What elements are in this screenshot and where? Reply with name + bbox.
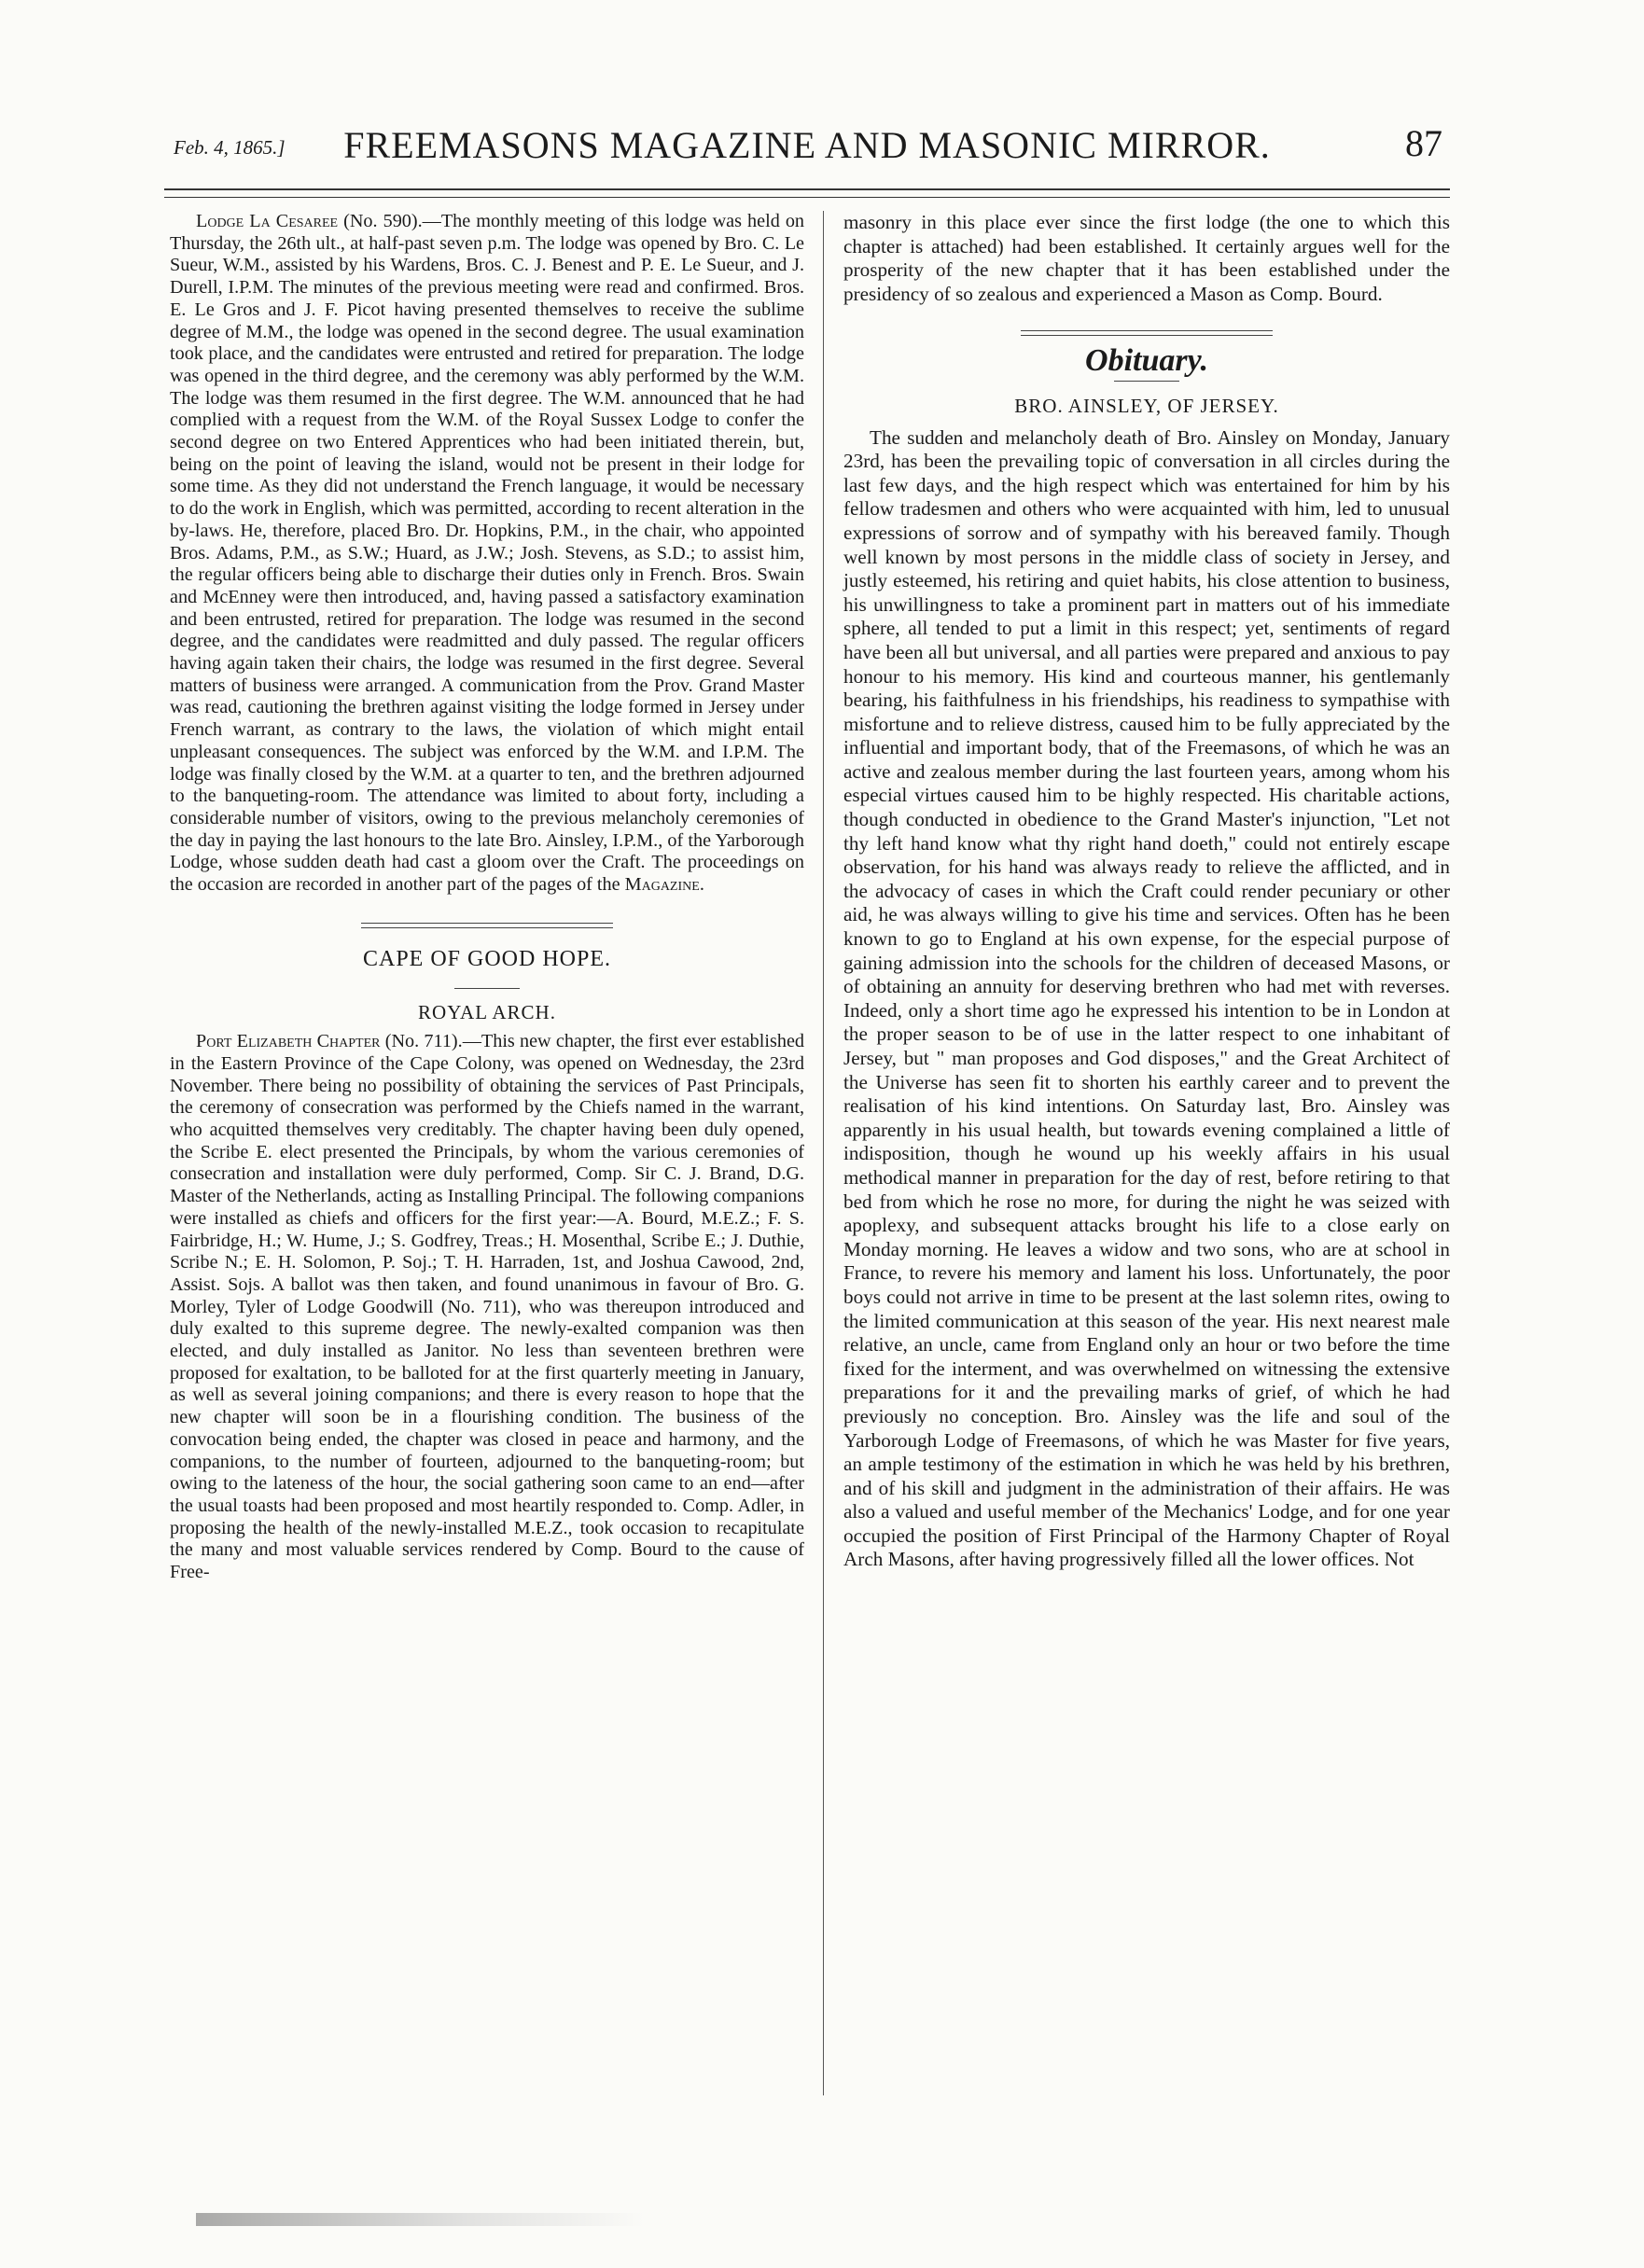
short-divider (454, 988, 520, 989)
section-divider (361, 923, 613, 928)
issue-date: Feb. 4, 1865.] (174, 136, 286, 159)
lodge-name: Lodge La Cesaree (196, 211, 339, 231)
magazine-word: Magazine. (624, 874, 704, 896)
right-column (843, 211, 1450, 1572)
page-header (164, 119, 1450, 175)
column-divider (823, 211, 824, 2095)
page-number: 87 (1405, 122, 1442, 164)
subheading-royal-arch: ROYAL ARCH. (418, 1000, 556, 1023)
chapter-name: Port Elizabeth Chapter (196, 1031, 381, 1052)
lodge-la-cesaree-report (170, 211, 804, 897)
obituary-heading: Obituary. (1085, 343, 1208, 379)
header-rule (164, 188, 1450, 198)
obituary-text: The sudden and melancholy death of Bro. Ainsley on Monday, January 23rd, has been the prevailing topic of conversation in all circles during the last few days, and the high respect which was entertained for him by his fellow tradesmen and others who were acquainted with him, led to unusual expressions of sorrow and of sympathy with his bereaved family. Though well known by most persons in the middle class of society in Jersey, and justly esteemed, his retiring and quiet habits, his close attention to business, his unwillingness to take a prominent part in matters out of his immediate sphere, all tended to put a limit in this respect; yet, sentiments of regard have been all but universal, and all parties were prepared and anxious to pay honour to his memory. His kind and courteous manner, his gentlemanly bearing, his faithfulness in his friendships, his readiness to sympathise with misfortune and to relieve distress, caused him to be fully appreciated by the influential and important body, that of the Freemasons, of which he was an active and zealous member during the last fourteen years, among whom his especial virtues caused him to be highly respected. His charitable actions, though conducted in obedience to the Grand Master's injunction, "Let not thy left hand know what thy right hand doeth," could not entirely escape observation, for his hand was always ready to relieve the afflicted, and in the advocacy of cases in which the Craft could render pecuniary or other aid, he was always willing to give his time and services. Often has he been known to go to England at his own expense, for the especial purpose of gaining admission into the schools for the children of deceased Masons, or of obtaining an annuity for deserving brethren who had met with reverses. Indeed, only a short time ago he expressed his intention to be in London at the proper season to be of use in the latter respect to one inhabitant of Jersey, but " man proposes and God disposes," and the Great Architect of the Universe has seen fit to shorten his earthly career and to prevent the realisation of his kind intentions. On Saturday last, Bro. Ainsley was apparently in his usual health, but towards evening complained a little of indisposition, though he wound up his weekly affairs in his usual methodical manner in preparation for the day of rest, before retiring to that bed from which he rose no more, for during the night he was seized with apoplexy, and subsequent attacks brought his life to a close early on Monday morning. He leaves a widow and two sons, who are at school in France, to revere his memory and lament his loss. Unfortunately, the poor boys could not arrive in time to be present at the last solemn rites, owing to the limited communication at this season of the year. His next nearest male relative, an uncle, came from England only an hour or two before the time fixed for the interment, and was overwhelmed on witnessing the extensive preparations for it and the prevailing marks of grief, of which he had previously no conception. Bro. Ainsley was the life and soul of the Yarborough Lodge of Freemasons, of which he was Master for five years, an ample testimony of the estimation in which he was held by his brethren, and of his skill and judgment in the administration of their affairs. He was also a valued and useful member of the Mechanics' Lodge, and for one year occupied the position of First Principal of the Harmony Chapter of Royal Arch Masons, after having progressively filled all the lower offices. Not (843, 425, 1450, 1571)
print-smudge (196, 2213, 644, 2226)
magazine-title: FREEMASONS MAGAZINE AND MASONIC MIRROR. (343, 124, 1271, 166)
port-elizabeth-report (170, 1031, 804, 1584)
lodge-report-text: (No. 590).—The monthly meeting of this lodge was held on Thursday, the 26th ult., at half-past seven p.m. The lodge was opened by Bro. C. Le Sueur, W.M., assisted by his Wardens, Bros. C. J. Benest and P. E. Le Sueur, and J. Durell, I.P.M. The minutes of the previous meeting were read and confirmed. Bros. E. Le Gros and J. F. Picot having presented themselves to receive the sublime degree of M.M., the lodge was opened in the second degree. The usual examination took place, and the candidates were entrusted and retired for preparation. The lodge was opened in the third degree, and the ceremony was ably performed by the W.M. The lodge was them resumed in the first degree. The W.M. announced that he had complied with a request from the W.M. of the Royal Sussex Lodge to confer the second degree on two Entered Apprentices who had been initiated therein, but, being on the point of leaving the island, would not be present in their lodge for some time. As they did not understand the French language, it would be necessary to do the work in English, which was permitted, according to recent alteration in the by-laws. He, therefore, placed Bro. Dr. Hopkins, P.M., in the chair, who appointed Bros. Adams, P.M., as S.W.; Huard, as J.W.; Josh. Stevens, as S.D.; to assist him, the regular officers being able to discharge their duties only in French. Bros. Swain and McEnney were then introduced, and, having passed a satisfactory examination and been entrusted, retired for preparation. The lodge was resumed in the second degree, and the candidates were readmitted and duly passed. The regular officers having again taken their chairs, the lodge was resumed in the first degree. Several matters of business were arranged. A communication from the Prov. Grand Master was read, cautioning the brethren against visiting the lodge formed in Jersey under French warrant, as contrary to the laws, the violation of which might entail unpleasant consequences. The subject was enforced by the W.M. and I.P.M. The lodge was finally closed by the W.M. at a quarter to ten, and the brethren adjourned to the banqueting-room. The attendance was limited to about forty, including a considerable number of visitors, owing to the previous melancholy ceremonies of the day in paying the last honours to the late Bro. Ainsley, I.P.M., of the Yarborough Lodge, whose sudden death had cast a gloom over the Craft. The proceedings on the occasion are recorded in another part of the pages of the (170, 211, 805, 896)
left-column (170, 211, 804, 1584)
continued-paragraph: masonry in this place ever since the first lodge (the one to which this chapter is attached) had been established. It certainly argues well for the prosperity of the new chapter that it has been established under the presidency of so zealous and experienced a Mason as Comp. Bourd. (843, 211, 1450, 305)
obituary-divider (1021, 330, 1273, 336)
short-divider (1114, 381, 1179, 382)
subheading-ainsley: BRO. AINSLEY, OF JERSEY. (1014, 394, 1279, 417)
section-heading-cape: CAPE OF GOOD HOPE. (362, 946, 612, 971)
chapter-report-text: (No. 711).—This new chapter, the first ever established in the Eastern Province of the Cape Colony, was opened on Wednesday, the 23rd November. There being no possibility of obtaining the services of Past Principals, the ceremony of consecration was performed by the Chiefs named in the warrant, who acquitted themselves very creditably. The chapter having been duly opened, the Scribe E. elect presented the Principals, by whom the various ceremonies of consecration and installation were duly performed, Comp. Sir C. J. Brand, D.G. Master of the Netherlands, acting as Installing Principal. The following companions were installed as chiefs and officers for the first year:—A. Bourd, M.E.Z.; F. S. Fairbridge, H.; W. Hume, J.; S. Godfrey, Treas.; H. Mosenthal, Scribe E.; J. Duthie, Scribe N.; E. H. Solomon, P. Soj.; T. H. Harraden, 1st, and Joshua Cawood, 2nd, Assist. Sojs. A ballot was then taken, and found unanimous in favour of Bro. G. Morley, Tyler of Lodge Goodwill (No. 711), who was thereupon introduced and duly exalted to this supreme degree. The newly-exalted companion was then elected, and duly installed as Janitor. No less than seventeen brethren were proposed for exaltation, to be balloted for at the first quarterly meeting in January, as well as several joining companions; and there is every reason to hope that the new chapter will soon be in a flourishing condition. The business of the convocation being ended, the chapter was closed in peace and harmony, and the companions, to the number of fourteen, adjourned to the banqueting-room; but owing to the lateness of the hour, the social gathering soon came to an end—after the usual toasts had been proposed and most heartily responded to. Comp. Adler, in proposing the health of the newly-installed M.E.Z., took occasion to recapitulate the many and most valuable services rendered by Comp. Bourd to the cause of Free- (170, 1031, 804, 1583)
